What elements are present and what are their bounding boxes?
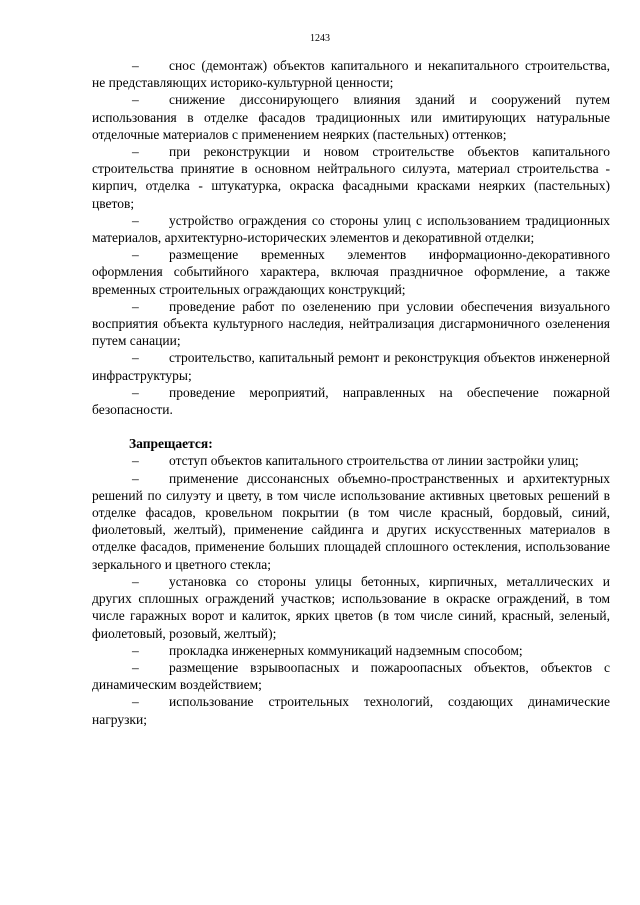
list-dash: – [132,694,139,710]
list-dash: – [132,573,139,589]
list-dash: – [132,92,139,108]
list-item [92,212,610,246]
list-dash: – [132,298,139,314]
list-dash: – [132,212,139,228]
list-item [92,573,610,642]
list-item [92,349,610,383]
list-item [92,143,610,212]
list-item [92,693,610,727]
prohibited-heading: Запрещается: [129,436,213,452]
list-dash: – [132,144,139,160]
list-item-text: отступ объектов капитального строительства от линии застройки улиц; [169,453,579,469]
list-item-text: снос (демонтаж) объектов капитального и некапитального строительства, не представляющих историко-культурной ценности; [92,58,610,91]
list-item [92,298,610,350]
list-item-text: проведение работ по озеленению при условии обеспечения визуального восприятия объекта культурного наследия, нейтрализация дисгармоничного озеленения путем санации; [92,298,610,349]
list-item-text: установка со стороны улицы бетонных, кирпичных, металлических и других сплошных ограждений участков; использование в окраске ограждений, в том числе гаражных ворот и калиток, ярких цветов (в том числе синий, красный, зеленый, фиолетовый, розовый, желтый); [92,573,610,641]
list-dash: – [132,247,139,263]
list-dash: – [132,58,139,73]
list-item [92,384,610,418]
list-item-text: применение диссонансных объемно-пространственных и архитектурных решений по силуэту и цвету, в том числе использование активных цветовых решений в отделке фасадов, кровельном покрытии (в том числе красный, бордовый, синий, фиолетовый, желтый), применение сайдинга и других искусственных материалов в отделке фасадов, применение больших площадей сплошного остекления, использование зеркального и цветного стекла; [92,470,610,572]
list-dash: – [132,350,139,366]
list-item-text: размещение взрывоопасных и пожароопасных объектов, объектов с динамическим воздействием; [92,659,610,693]
list-item-text: размещение временных элементов информационно-декоративного оформления событийного характера, включая праздничное оформление, а также временных строительных ограждающих конструкций; [92,247,610,297]
list-item-text: использование строительных технологий, создающих динамические нагрузки; [92,694,610,727]
list-dash: – [132,470,139,486]
list-item [92,452,610,469]
page-content [92,57,610,728]
list-item [92,659,610,693]
allowed-list [92,57,610,418]
list-dash: – [132,453,139,469]
list-item-text: устройство ограждения со стороны улиц с использованием традиционных материалов, архитектурно-исторических элементов и декоративной отделки; [92,212,610,246]
page-number: 1243 [310,33,330,44]
list-item [92,91,610,143]
list-item-text: строительство, капитальный ремонт и реконструкция объектов инженерной инфраструктуры; [92,350,610,383]
list-dash: – [132,659,139,675]
list-item-text: прокладка инженерных коммуникаций надземным способом; [169,642,523,658]
list-dash: – [132,642,139,658]
list-item [92,470,610,573]
prohibited-list [92,452,610,727]
list-item-text: проведение мероприятий, направленных на обеспечение пожарной безопасности. [92,384,610,418]
list-dash: – [132,384,139,400]
list-item-text: снижение диссонирующего влияния зданий и сооружений путем использования в отделке фасадов традиционных или имитирующих натуральные отделочные материалов с применением неярких (пастельных) оттенков; [92,92,610,142]
list-item [92,57,610,91]
section-spacer [92,418,610,435]
list-item-text: при реконструкции и новом строительстве объектов капитального строительства принятие в основном нейтрального силуэта, материал строительства - кирпич, отделка - штукатурка, окраска фасадными красками неярких (пастельных) цветов; [92,144,610,211]
list-item [92,246,610,298]
list-item [92,642,610,659]
